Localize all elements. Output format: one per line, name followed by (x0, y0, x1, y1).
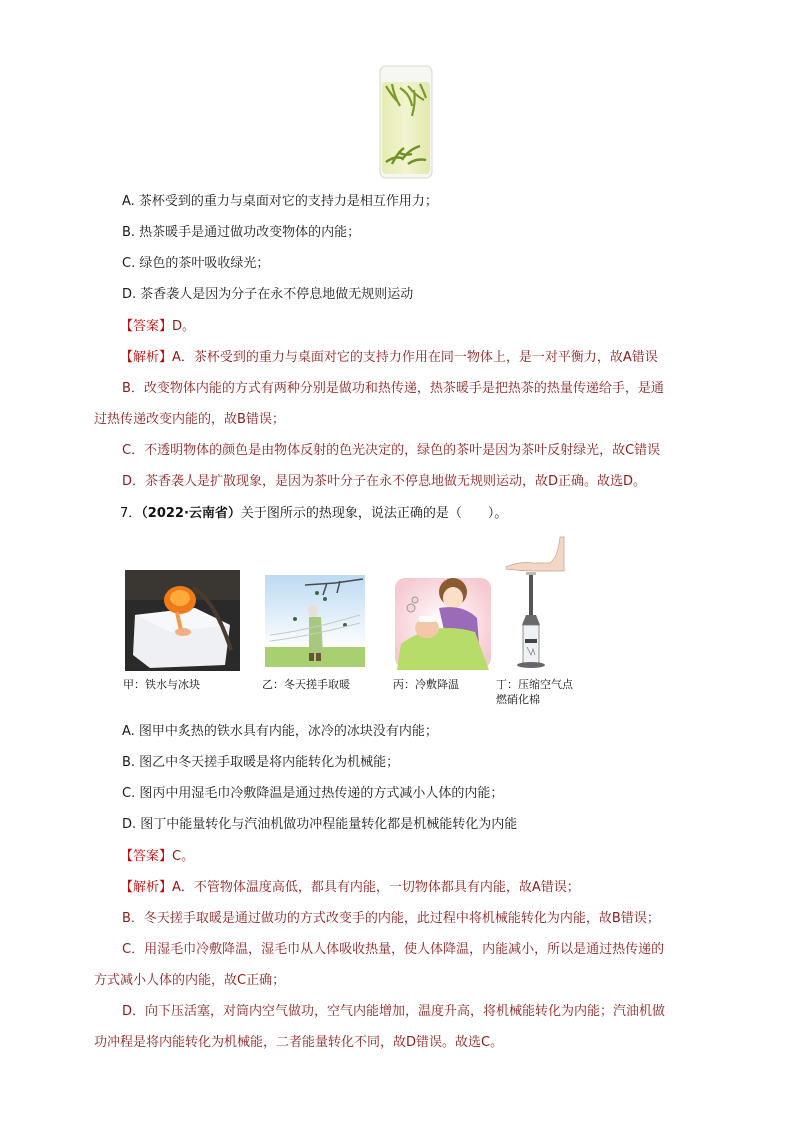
q7-analysis-line-2: B．冬天搓手取暖是通过做功的方式改变手的内能，此过程中将机械能转化为内能，故B错误； (122, 911, 660, 926)
q7-option-d: D. 图丁中能量转化与汽油机做功冲程能量转化都是机械能转化为内能 (122, 817, 518, 832)
q7-option-b: B. 图乙中冬天搓手取暖是将内能转化为机械能； (122, 755, 400, 770)
q7-option-c: C. 图丙中用湿毛巾冷敷降温是通过热传递的方式减小人体的内能； (122, 786, 504, 801)
q6-analysis-line-5: D．茶香袭人是扩散现象，是因为茶叶分子在永不停息地做无规则运动，故D正确。故选D。 (122, 474, 647, 489)
question-text: 关于图所示的热现象，说法正确的是（ ）。 (240, 506, 508, 521)
q7-analysis-line-5: D．向下压活塞，对筒内空气做功，空气内能增加，温度升高，将机械能转化为内能；汽油机做 (122, 1004, 666, 1019)
analysis-text: A．茶杯受到的重力与桌面对它的支持力作用在同一物体上，是一对平衡力，故A错误 (172, 350, 658, 365)
figure-rubbing-hands (265, 575, 365, 667)
q6-option-b: B. 热茶暖手是通过做功改变物体的内能； (122, 225, 361, 240)
answer-value: D。 (172, 319, 196, 334)
question-number: 7． (120, 506, 142, 521)
tea-glass-image (378, 64, 434, 182)
caption-line-2: 燃硝化棉 (496, 693, 540, 706)
q6-answer (120, 318, 195, 336)
analysis-tag: 【解析】 (120, 350, 173, 365)
q7-analysis-line-3: C．用湿毛巾冷敷降温，湿毛巾从人体吸收热量，使人体降温，内能减小，所以是通过热传递的 (122, 942, 665, 957)
q6-analysis-line-4: C．不透明物体的颜色是由物体反射的色光决定的，绿色的茶叶是因为茶叶反射绿光，故C错误 (122, 443, 661, 458)
q6-option-d: D. 茶香袭人是因为分子在永不停息地做无规则运动 (122, 287, 414, 302)
q6-analysis-line-2: B．改变物体内能的方式有两种分别是做功和热传递，热茶暖手是把热茶的热量传递给手，是通 (122, 381, 664, 396)
q6-analysis-line-1 (120, 349, 658, 367)
caption-line-1: 丁：压缩空气点 (496, 678, 573, 691)
figure-caption-yi: 乙：冬天搓手取暖 (262, 678, 350, 691)
figure-molten-iron-ice (125, 570, 240, 671)
q7-stem (120, 505, 507, 523)
analysis-tag: 【解析】 (120, 880, 173, 895)
q7-option-a: A. 图甲中炙热的铁水具有内能，冰冷的冰块没有内能； (122, 724, 438, 739)
q6-option-c: C. 绿色的茶叶吸收绿光； (122, 256, 270, 271)
q7-analysis-line-6: 功冲程是将内能转化为机械能，二者能量转化不同，故D错误。故选C。 (94, 1035, 504, 1050)
question-source: （2022·云南省） (141, 506, 241, 521)
q7-analysis-line-4: 方式减小人体的内能，故C正确； (94, 973, 286, 988)
figure-air-compression (500, 535, 565, 675)
q6-analysis-line-3: 过热传递改变内能的，故B错误； (94, 412, 285, 427)
figure-cold-compress (393, 570, 493, 672)
figure-caption-jia: 甲：铁水与冰块 (123, 678, 200, 691)
figure-caption-ding (496, 677, 573, 707)
q7-answer (120, 848, 194, 866)
figure-caption-bing: 丙：冷敷降温 (393, 678, 459, 691)
q6-option-a: A. 茶杯受到的重力与桌面对它的支持力是相互作用力； (122, 194, 438, 209)
q7-analysis-line-1 (120, 879, 580, 897)
answer-value: C。 (172, 849, 195, 864)
answer-tag: 【答案】 (120, 849, 173, 864)
answer-tag: 【答案】 (120, 319, 173, 334)
analysis-text: A．不管物体温度高低，都具有内能，一切物体都具有内能，故A错误； (172, 880, 580, 895)
